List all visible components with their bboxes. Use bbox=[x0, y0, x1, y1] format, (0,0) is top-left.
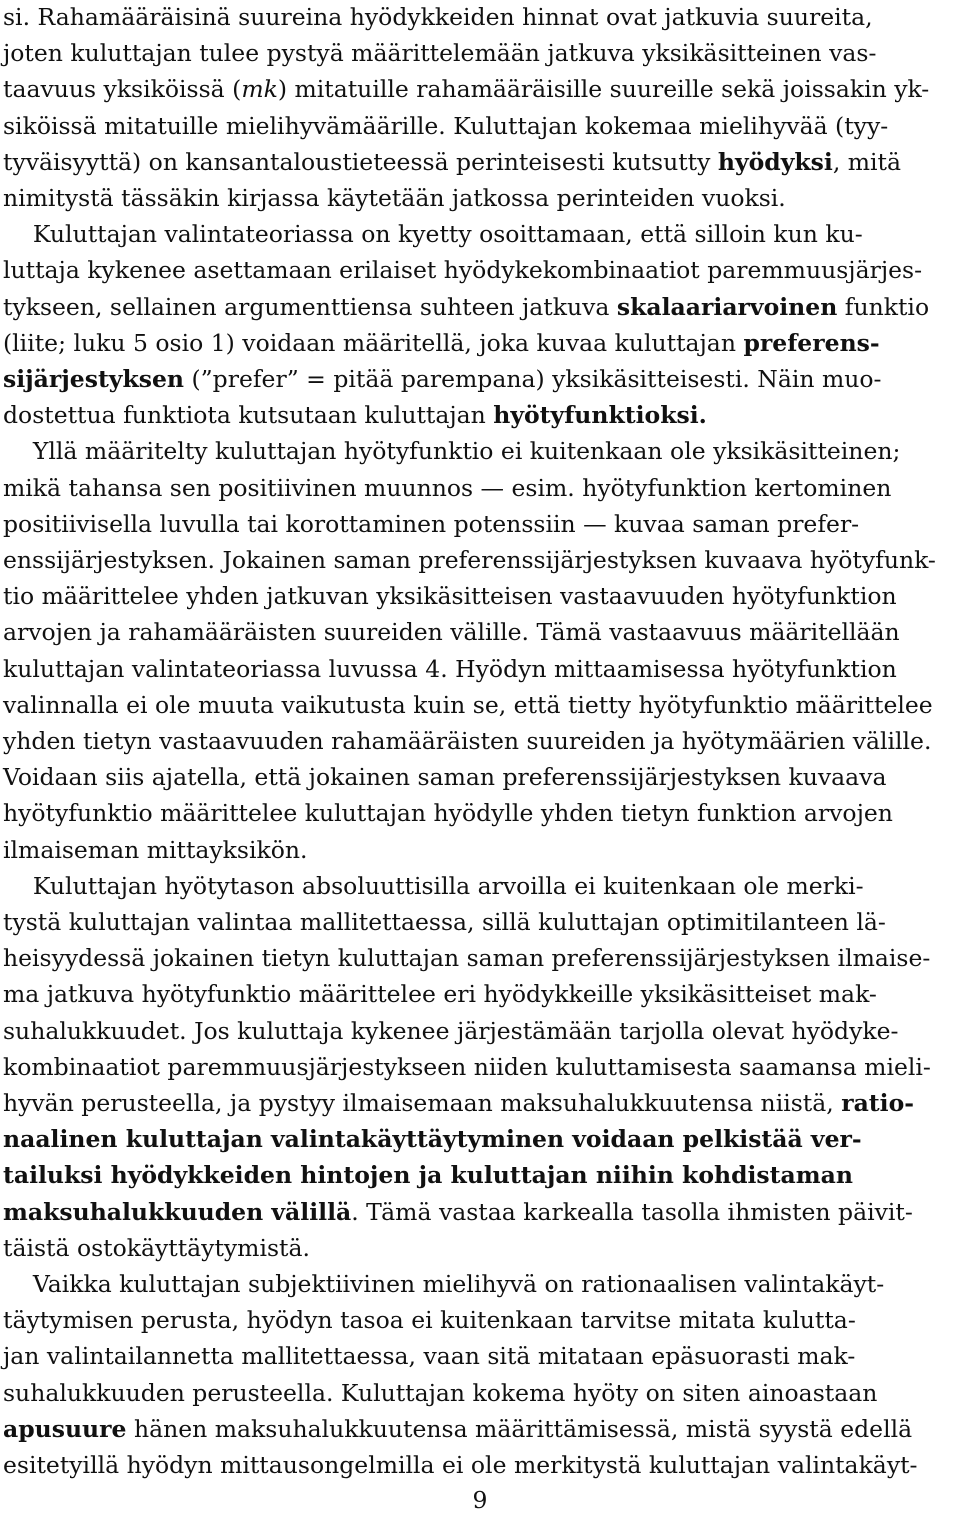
text-run: taavuus yksiköissä ( bbox=[3, 75, 242, 104]
text-run: siköissä mitatuille mielihyvämäärille. Kuluttajan kokemaa mielihyvää (tyy- bbox=[3, 111, 889, 140]
text-run: (”prefer” = pitää parempana) yksikäsitteisesti. Näin muo- bbox=[184, 365, 882, 393]
text-run: kombinaatiot paremmuusjärjestykseen niiden kuluttamisesta saamansa mieli- bbox=[3, 1052, 931, 1081]
text-run: hyvän perusteella, ja pystyy ilmaisemaan maksuhalukkuutensa niistä, bbox=[3, 1089, 842, 1117]
text-line bbox=[3, 1302, 955, 1338]
bold-term: hyödyksi bbox=[717, 147, 833, 176]
text-line bbox=[3, 940, 955, 976]
text-line bbox=[3, 433, 955, 469]
text-run: täistä ostokäyttäytymistä. bbox=[3, 1233, 310, 1262]
text-line bbox=[3, 687, 955, 723]
text-run: valinnalla ei ole muuta vaikutusta kuin se, että tietty hyötyfunktio määrittelee bbox=[3, 690, 933, 719]
text-line bbox=[3, 1375, 955, 1411]
text-line bbox=[3, 1411, 955, 1447]
text-line bbox=[3, 759, 955, 795]
text-run: hyötyfunktio määrittelee kuluttajan hyödylle yhden tietyn funktion arvojen bbox=[3, 799, 893, 828]
italic-term: mk bbox=[241, 75, 278, 104]
text-line bbox=[3, 832, 955, 868]
text-run: Yllä määritelty kuluttajan hyötyfunktio ei kuitenkaan ole yksikäsitteinen; bbox=[3, 437, 901, 466]
text-run: tykseen, sellainen argumenttiensa suhteen jatkuva bbox=[3, 292, 617, 321]
bold-term: hyötyfunktioksi. bbox=[493, 401, 707, 430]
text-run: hänen maksuhalukkuutensa määrittämisessä, mistä syystä edellä bbox=[126, 1414, 913, 1443]
bold-term: tailuksi hyödykkeiden hintojen ja kuluttajan niihin kohdistaman bbox=[3, 1161, 853, 1190]
text-line bbox=[3, 180, 955, 216]
text-run: mikä tahansa sen positiivinen muunnos — esim. hyötyfunktion kertominen bbox=[3, 473, 892, 502]
text-line bbox=[3, 1085, 955, 1121]
text-line bbox=[3, 144, 955, 180]
text-run: esitetyillä hyödyn mittausongelmilla ei ole merkitystä kuluttajan valintakäyt- bbox=[3, 1451, 918, 1479]
text-line bbox=[3, 542, 955, 578]
text-run: nimitystä tässäkin kirjassa käytetään jatkossa perinteiden vuoksi. bbox=[3, 184, 786, 212]
text-line bbox=[3, 252, 955, 288]
text-run: Kuluttajan valintateoriassa on kyetty osoittamaan, että silloin kun ku- bbox=[3, 220, 863, 249]
bold-term: sijärjestyksen bbox=[3, 365, 185, 393]
text-run: enssijärjestyksen. Jokainen saman preferenssijärjestyksen kuvaava hyötyfunk- bbox=[3, 546, 936, 574]
text-line bbox=[3, 1338, 955, 1374]
text-run: heisyydessä jokainen tietyn kuluttajan saman preferenssijärjestyksen ilmaise- bbox=[3, 944, 931, 973]
text-line bbox=[3, 1121, 955, 1157]
text-run: positiivisella luvulla tai korottaminen potenssiin — kuvaa saman prefer- bbox=[3, 509, 860, 538]
text-run: dostettua funktiota kutsutaan kuluttajan bbox=[3, 401, 494, 430]
text-run: tio määrittelee yhden jatkuvan yksikäsitteisen vastaavuuden hyötyfunktion bbox=[3, 582, 897, 611]
text-run: suhalukkuuden perusteella. Kuluttajan kokema hyöty on siten ainoastaan bbox=[3, 1378, 878, 1407]
text-run: tyväisyyttä) on kansantaloustieteessä perinteisesti kutsutty bbox=[3, 147, 718, 176]
text-run: , mitä bbox=[832, 147, 902, 176]
text-line bbox=[3, 71, 955, 107]
text-run: arvojen ja rahamääräisten suureiden välille. Tämä vastaavuus määritellään bbox=[3, 618, 900, 647]
bold-term: maksuhalukkuuden välillä bbox=[3, 1197, 352, 1226]
text-line bbox=[3, 35, 955, 71]
text-line bbox=[3, 289, 955, 325]
text-run: joten kuluttajan tulee pystyä määrittelemään jatkuva yksikäsitteinen vas- bbox=[3, 39, 877, 68]
text-run: ma jatkuva hyötyfunktio määrittelee eri hyödykkeille yksikäsitteiset mak- bbox=[3, 980, 877, 1009]
text-line bbox=[3, 614, 955, 650]
text-run: ilmaiseman mittayksikön. bbox=[3, 835, 308, 864]
text-run: yhden tietyn vastaavuuden rahamääräisten suureiden ja hyötymäärien välille. bbox=[3, 727, 932, 755]
text-line bbox=[3, 397, 955, 433]
text-run: luttaja kykenee asettamaan erilaiset hyödykekombinaatiot paremmuusjärjes- bbox=[3, 256, 923, 285]
text-run: kuluttajan valintateoriassa luvussa 4. Hyödyn mittaamisessa hyötyfunktion bbox=[3, 654, 897, 683]
bold-term: preferens- bbox=[743, 328, 880, 357]
bold-term: ratio- bbox=[841, 1089, 915, 1117]
text-line bbox=[3, 723, 955, 759]
text-run: Kuluttajan hyötytason absoluuttisilla arvoilla ei kuitenkaan ole merki- bbox=[3, 871, 864, 900]
text-run: täytymisen perusta, hyödyn tasoa ei kuitenkaan tarvitse mitata kulutta- bbox=[3, 1306, 856, 1335]
text-run: jan valintailannetta mallitettaessa, vaan sitä mitataan epäsuorasti mak- bbox=[3, 1342, 856, 1371]
text-line bbox=[3, 976, 955, 1012]
text-line bbox=[3, 506, 955, 542]
text-line bbox=[3, 325, 955, 361]
text-line bbox=[3, 651, 955, 687]
text-line bbox=[3, 470, 955, 506]
text-line bbox=[3, 108, 955, 144]
text-run: (liite; luku 5 osio 1) voidaan määritellä, joka kuvaa kuluttajan bbox=[3, 328, 744, 357]
text-run: suhalukkuudet. Jos kuluttaja kykenee järjestämään tarjolla olevat hyödyke- bbox=[3, 1016, 899, 1045]
text-line bbox=[3, 216, 955, 252]
text-run: si. Rahamääräisinä suureina hyödykkeiden hinnat ovat jatkuvia suureita, bbox=[3, 3, 873, 31]
text-run: . Tämä vastaa karkealla tasolla ihmisten päivit- bbox=[351, 1197, 913, 1226]
text-line bbox=[3, 1266, 955, 1302]
text-run: Vaikka kuluttajan subjektiivinen mielihyvä on rationaalisen valintakäyt- bbox=[3, 1270, 885, 1298]
bold-term: naalinen kuluttajan valintakäyttäytyminen voidaan pelkistää ver- bbox=[3, 1125, 862, 1154]
text-run: Voidaan siis ajatella, että jokainen saman preferenssijärjestyksen kuvaava bbox=[3, 763, 887, 792]
text-line bbox=[3, 1013, 955, 1049]
text-line bbox=[3, 0, 955, 35]
text-line bbox=[3, 1447, 955, 1483]
text-line bbox=[3, 904, 955, 940]
text-run: funktio bbox=[837, 292, 930, 321]
bold-term: skalaariarvoinen bbox=[616, 292, 838, 321]
text-line bbox=[3, 1194, 955, 1230]
bold-term: apusuure bbox=[3, 1414, 127, 1443]
text-run: tystä kuluttajan valintaa mallitettaessa, sillä kuluttajan optimitilanteen lä- bbox=[3, 908, 886, 936]
text-line bbox=[3, 1157, 955, 1193]
text-run: ) mitatuille rahamääräisille suureille sekä joissakin yk- bbox=[277, 75, 930, 104]
text-line bbox=[3, 1230, 955, 1266]
page-number: 9 bbox=[472, 1486, 488, 1514]
text-line bbox=[3, 795, 955, 831]
text-line bbox=[3, 868, 955, 904]
text-line bbox=[3, 1049, 955, 1085]
text-line bbox=[3, 578, 955, 614]
text-line bbox=[3, 361, 955, 397]
